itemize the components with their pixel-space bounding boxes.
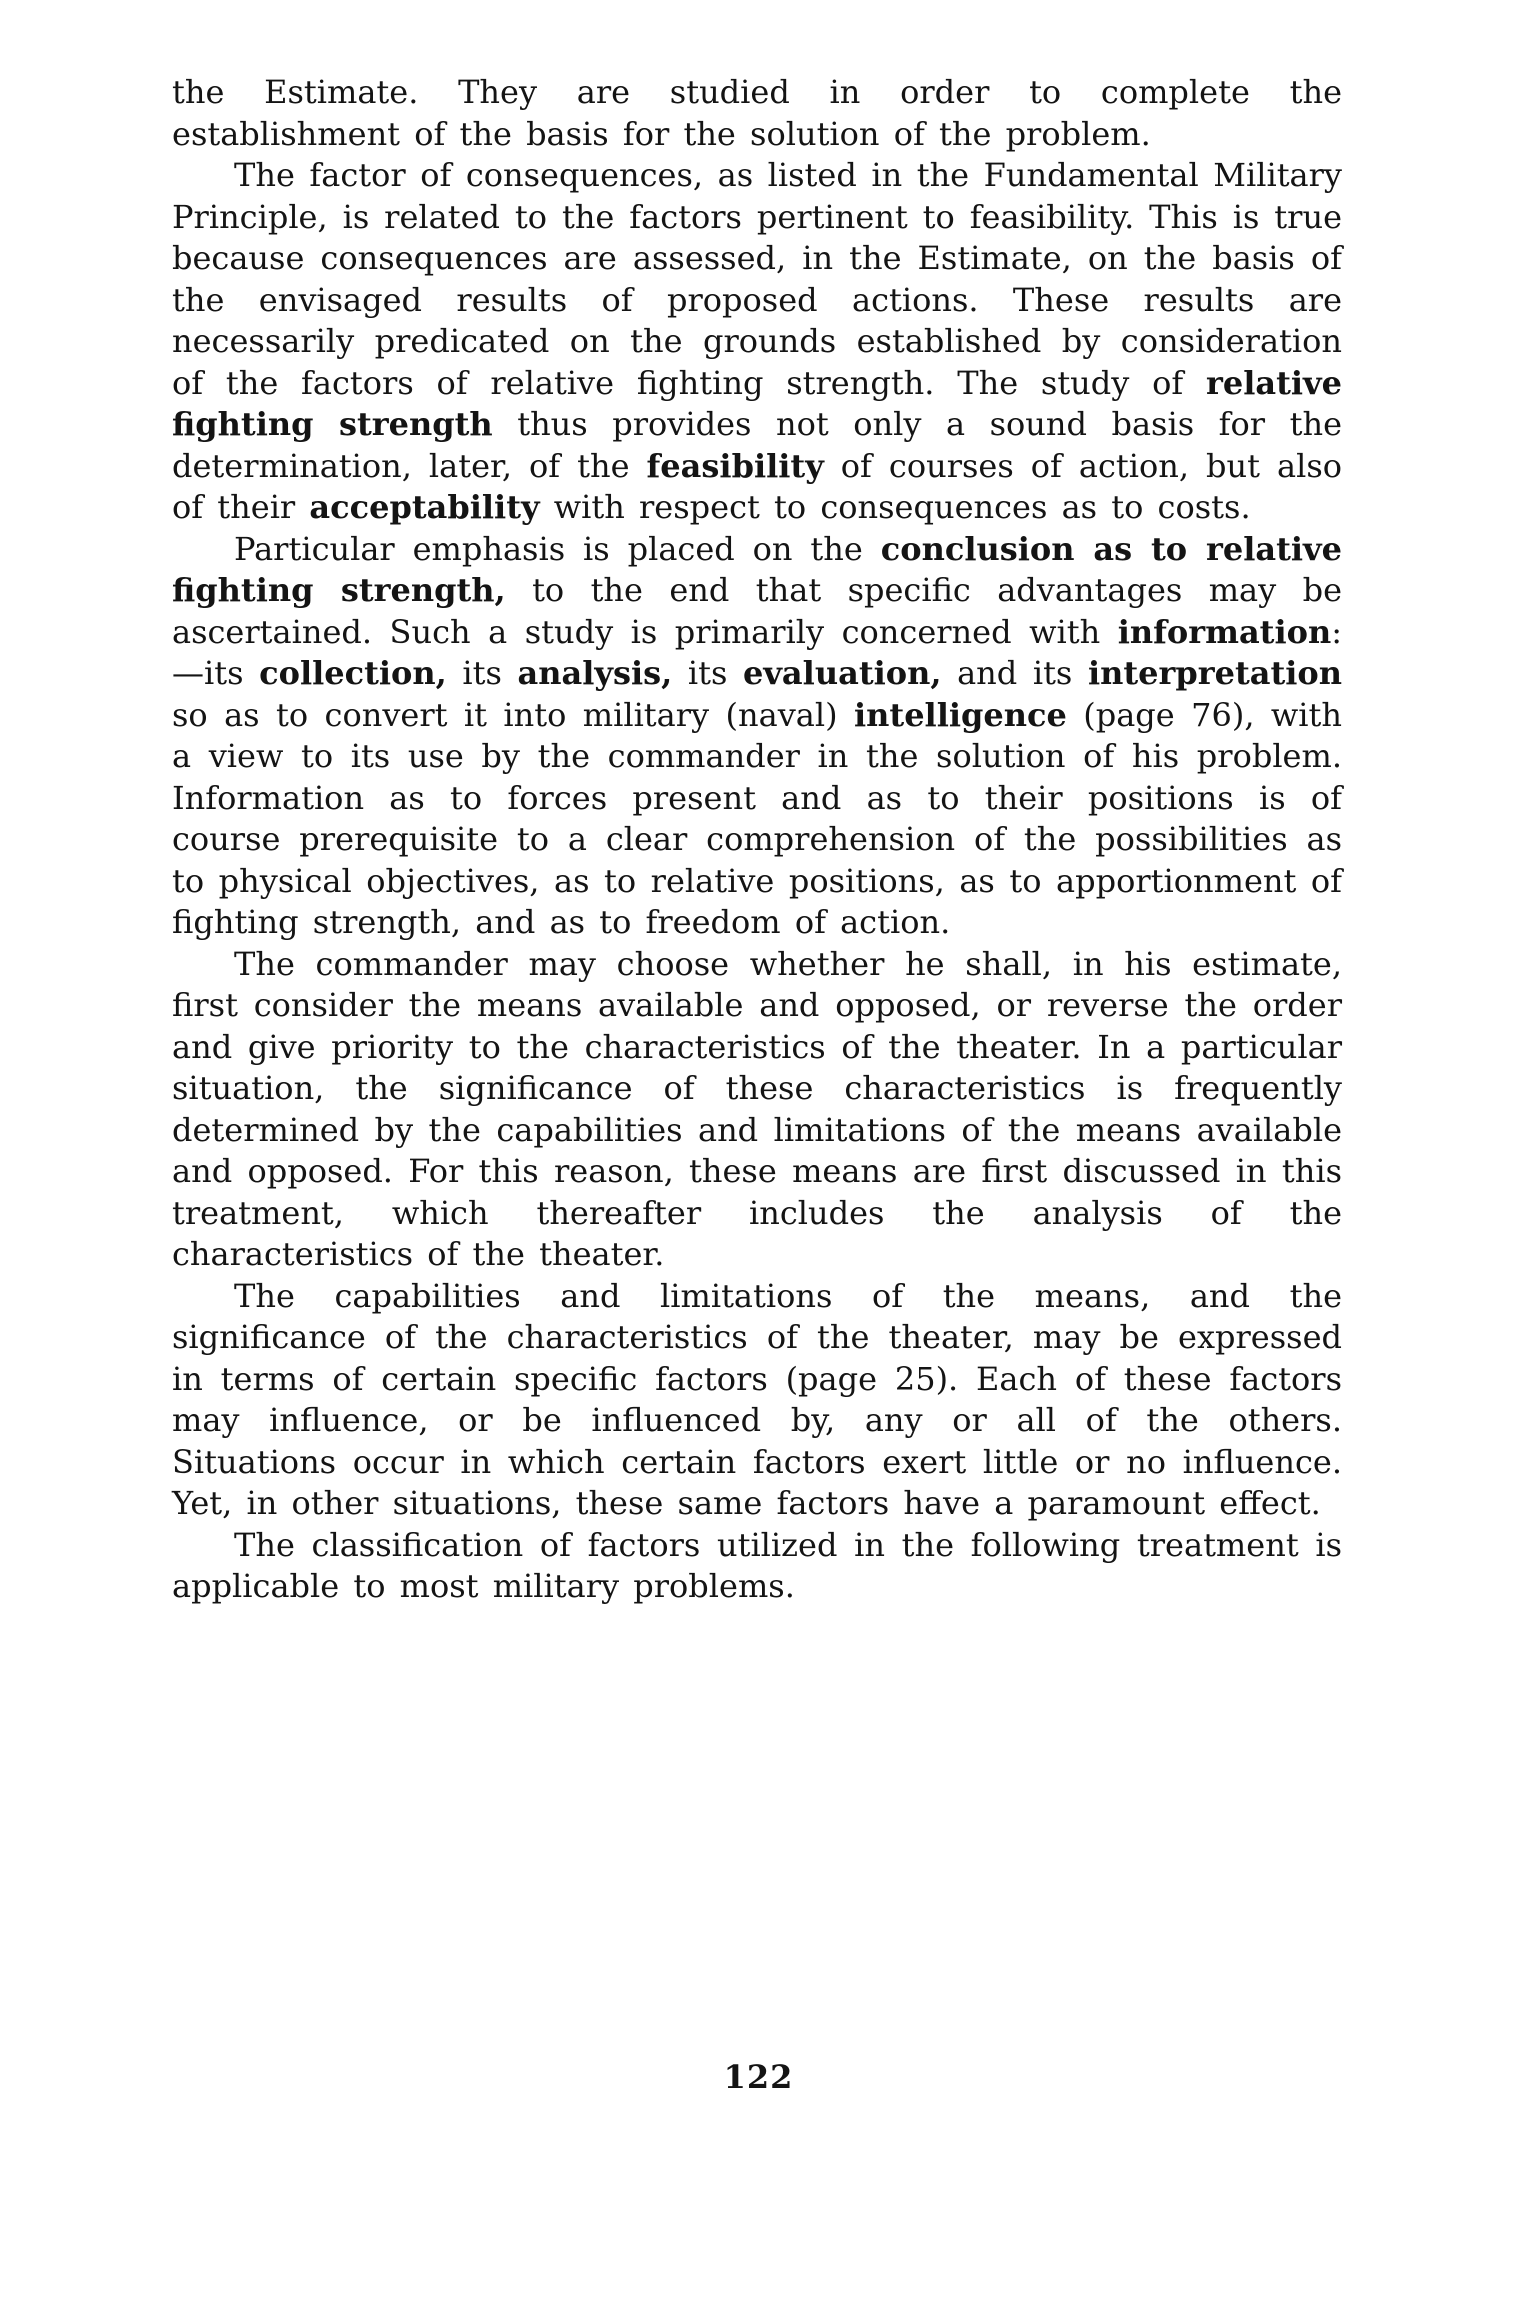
bold-text-run: feasibility — [646, 446, 824, 485]
paragraph — [172, 529, 1342, 944]
bold-text-run: evaluation, — [742, 654, 942, 692]
text-block — [172, 72, 1342, 1608]
bold-text-run: intelligence — [853, 695, 1067, 734]
paragraph — [172, 72, 1342, 155]
text-run: (page 76), with a view to its use by the commander in the solution of his problem. Information as to forces present and as to their positions is of course prerequisite to a clear comprehension of the possibilities as to physical objectives, as to relative positions, as to apportionment of fighting strength, and as to freedom of action. — [172, 695, 1343, 941]
text-run: to the end that specific advantages may be ascertained. Such a study is primarily concerned with — [172, 571, 1343, 651]
text-run: The capabilities and limitations of the means, and the significance of the characteristics of the theater, may be expressed in terms of certain specific factors (page 25). Each of these factors may influence, or be influenced by, any or all of the others. Situations occur in which certain factors exert little or no influence. Yet, in other situations, these same factors have a paramount effect. — [172, 1276, 1342, 1522]
page-number: 122 — [723, 2058, 794, 2096]
paragraph — [172, 1525, 1342, 1608]
bold-text-run: conclusion as to relative fighting strength, — [172, 529, 1343, 609]
text-run: The classification of factors utilized in the following treatment is applicable to most military problems. — [172, 1525, 1342, 1605]
bold-text-run: information — [1117, 612, 1332, 651]
bold-text-run: acceptability — [309, 488, 540, 526]
text-run: The commander may choose whether he shall, in his estimate, first consider the means available and opposed, or reverse the order and give priority to the characteristics of the theater. In a particular situation, the significance of these characteristics is frequently determined by the capabilities and limitations of the means available and opposed. For this reason, these means are first discussed in this treatment, which thereafter includes the analysis of the characteristics of the theater. — [172, 944, 1342, 1273]
paragraph — [172, 1276, 1342, 1525]
text-run: and its — [941, 654, 1088, 692]
bold-text-run: analysis, — [517, 654, 673, 692]
paragraph — [172, 944, 1342, 1276]
bold-text-run: collection, — [259, 654, 447, 692]
text-run: so as to convert it into military (naval) — [172, 695, 854, 734]
text-run: its — [446, 654, 518, 692]
text-run: of courses of action, but also of their — [172, 446, 1343, 526]
text-run: :—its — [172, 612, 1342, 692]
text-run: The factor of consequences, as listed in the Fundamental Military Principle, is related to the factors pertinent to feasibility. This is true because consequences are assessed, in the Estimate, on the basis of the envisaged results of proposed actions. These results are necessarily predicated on the grounds established by consideration of the factors of relative fighting strength. The study of — [172, 156, 1342, 402]
text-run: thus provides not only a sound basis for the determination, later, of the — [172, 405, 1343, 485]
text-run: the Estimate. They are studied in order to complete the establishment of the basis for the solution of the problem. — [172, 73, 1342, 153]
text-run: with respect to consequences as to costs. — [539, 488, 1251, 526]
bold-text-run: interpretation — [1087, 654, 1343, 692]
bold-text-run: relative fighting strength — [172, 363, 1342, 443]
text-run: Particular emphasis is placed on the — [234, 529, 881, 568]
paragraph — [172, 155, 1342, 529]
text-run: its — [672, 654, 743, 692]
